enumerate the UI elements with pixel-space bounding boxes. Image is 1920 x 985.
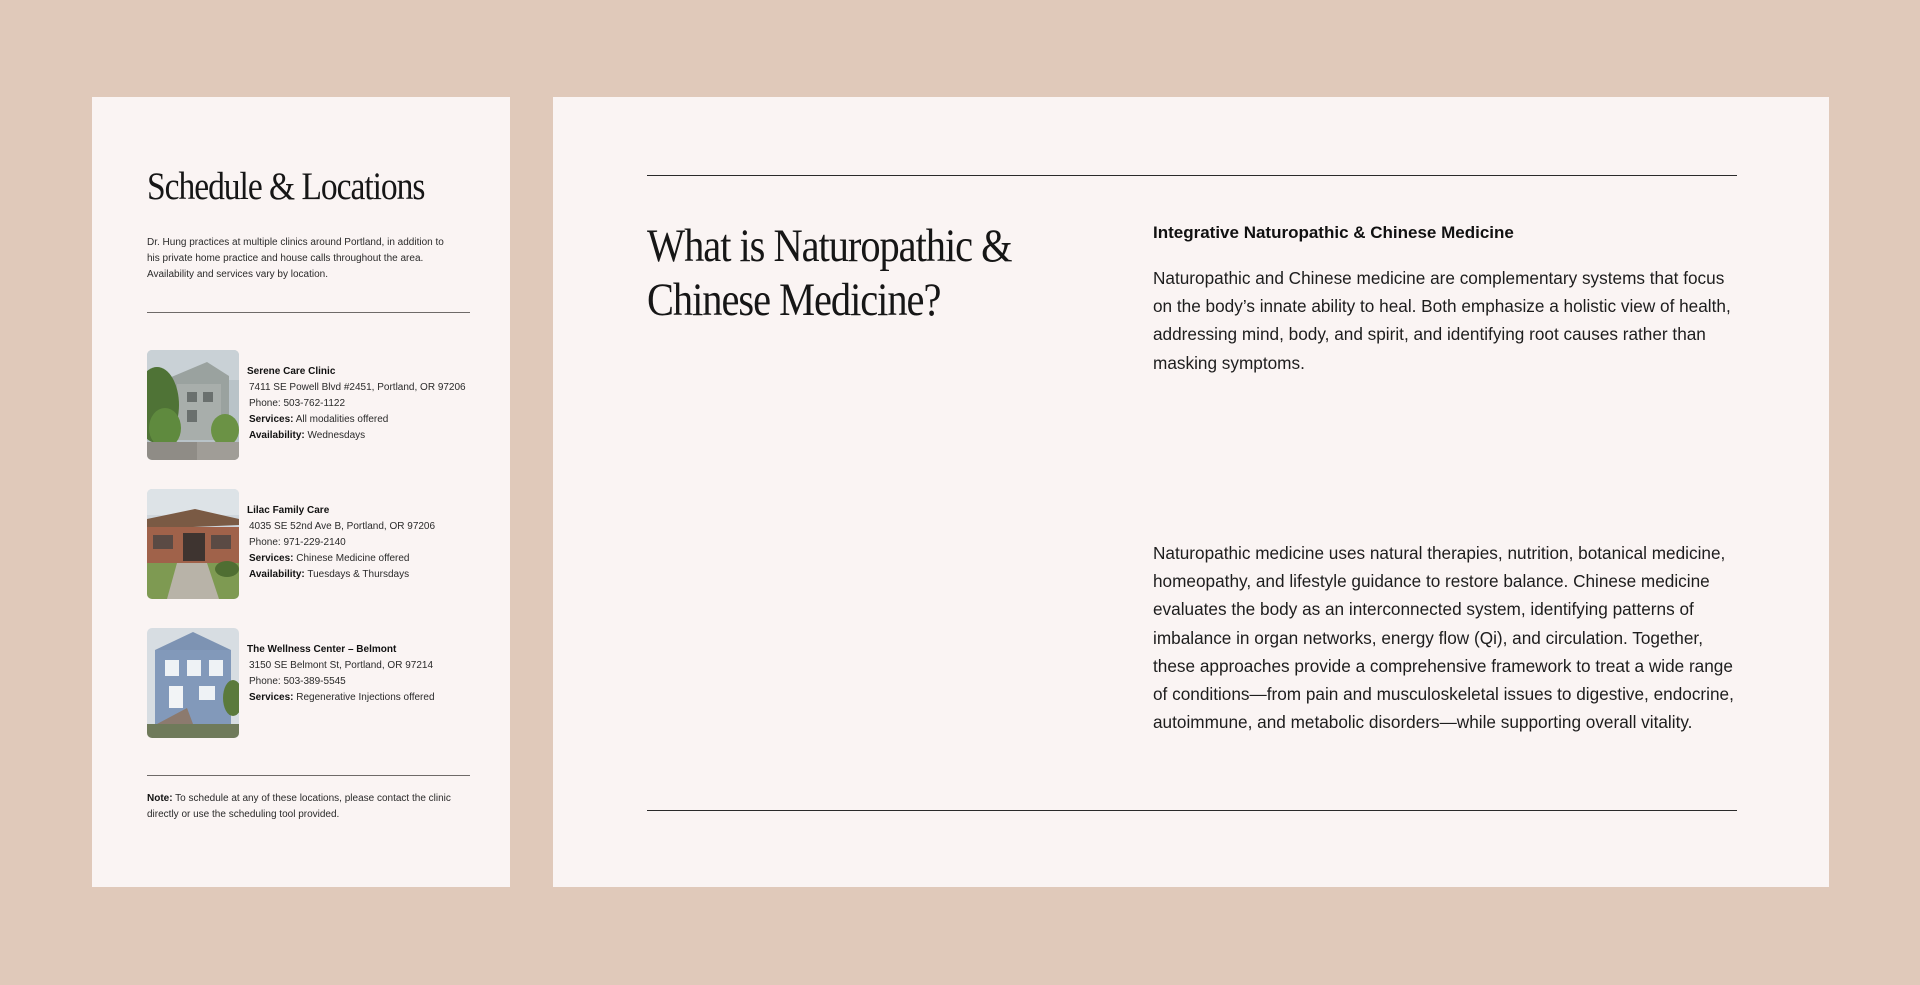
clinic-services <box>247 551 435 567</box>
availability-value: Wednesdays <box>307 430 366 441</box>
clinic-photo-wellness-center-belmont <box>147 628 239 738</box>
clinic-name: The Wellness Center – Belmont <box>247 644 397 655</box>
clinic-phone: Phone: 503-389-5545 <box>249 676 346 687</box>
title-line: What is Naturopathic & <box>647 220 1012 272</box>
scheduling-note <box>147 791 457 823</box>
clinic-phone: Phone: 971-229-2140 <box>249 537 346 548</box>
clinic-item-lilac-family-care <box>147 489 477 599</box>
divider <box>647 810 1737 811</box>
clinic-item-serene-care <box>147 350 477 460</box>
clinic-address: 7411 SE Powell Blvd #2451, Portland, OR 97206 <box>249 382 466 393</box>
availability-label: Availability: <box>249 430 305 441</box>
clinic-item-wellness-center-belmont <box>147 628 477 738</box>
schedule-locations-title: Schedule & Locations <box>147 165 425 208</box>
clinic-details <box>247 503 435 583</box>
services-label: Services: <box>249 692 294 703</box>
schedule-locations-card <box>92 97 510 887</box>
clinic-photo-serene-care <box>147 350 239 460</box>
note-text: To schedule at any of these locations, please contact the clinic directly or use the scheduling tool provided. <box>147 793 451 820</box>
availability-label: Availability: <box>249 569 305 580</box>
clinic-services <box>247 690 435 706</box>
divider <box>647 175 1737 176</box>
services-label: Services: <box>249 553 294 564</box>
clinic-details <box>247 364 466 444</box>
clinic-photo-lilac-family-care <box>147 489 239 599</box>
body-paragraph: Naturopathic and Chinese medicine are complementary systems that focus on the body’s innate ability to heal. Both emphasize a holistic view of health, addressing mind, body, and spirit, and identifying root causes rather than masking symptoms. <box>1153 268 1731 373</box>
services-value: All modalities offered <box>295 414 389 425</box>
about-medicine-card <box>553 97 1829 887</box>
services-value: Chinese Medicine offered <box>296 553 410 564</box>
clinic-services <box>247 412 466 428</box>
clinic-name: Serene Care Clinic <box>247 366 336 377</box>
availability-value: Tuesdays & Thursdays <box>307 569 410 580</box>
clinic-details <box>247 642 435 706</box>
section-subheading: Integrative Naturopathic & Chinese Medicine <box>1153 223 1514 242</box>
schedule-intro-text: Dr. Hung practices at multiple clinics around Portland, in addition to his private home practice and house calls throughout the area. Availability and services vary by location. <box>147 237 444 280</box>
clinic-address: 4035 SE 52nd Ave B, Portland, OR 97206 <box>249 521 436 532</box>
about-medicine-title <box>647 219 1043 327</box>
divider <box>147 312 470 313</box>
note-label: Note: <box>147 793 173 804</box>
clinic-availability <box>247 567 435 583</box>
clinic-availability <box>247 428 466 444</box>
clinic-name: Lilac Family Care <box>247 505 330 516</box>
body-paragraph: Naturopathic medicine uses natural therapies, nutrition, botanical medicine, homeopathy, and lifestyle guidance to restore balance. Chinese medicine evaluates the body as an interconnected system, identifying patterns of imbalance in organ networks, energy flow (Qi), and circulation. Together, these approaches provide a comprehensive framework to treat a wide range of conditions—from pain and musculoskeletal issues to digestive, endocrine, autoimmune, and metabolic disorders—while supporting overall vitality. <box>1153 543 1734 733</box>
clinic-address: 3150 SE Belmont St, Portland, OR 97214 <box>249 660 433 671</box>
services-value: Regenerative Injections offered <box>296 692 435 703</box>
services-label: Services: <box>249 414 294 425</box>
divider <box>147 775 470 776</box>
title-line: Chinese Medicine? <box>647 274 941 326</box>
clinic-phone: Phone: 503-762-1122 <box>249 398 346 409</box>
